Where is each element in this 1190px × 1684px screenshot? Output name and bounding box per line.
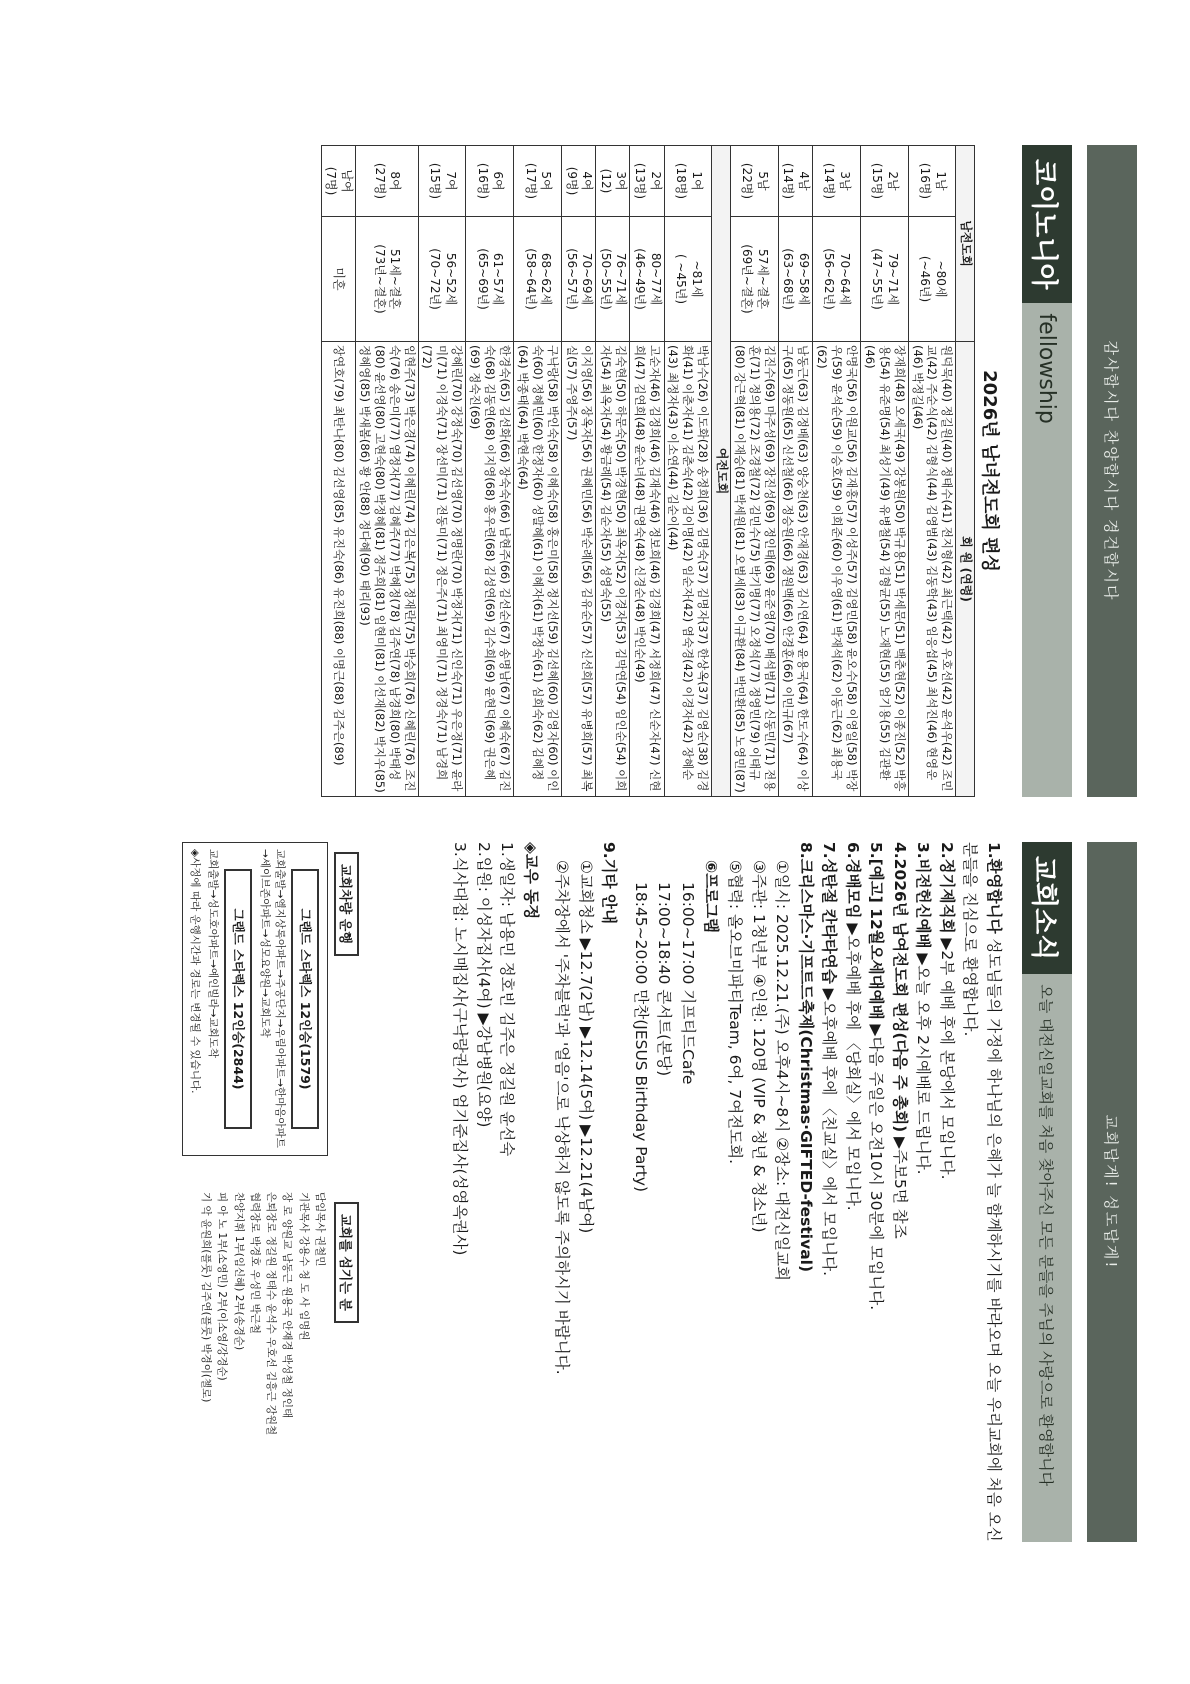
news-item-label: 7.성탄절 칸타타연습 [820,842,839,984]
group-name: 6여 (16명) [466,146,514,217]
news-item [793,842,817,1542]
staff-info [198,1192,365,1435]
bus-2-route: 교회출발→성도호아파트→예인빌라→교회도착 [207,849,220,1058]
news-item [864,842,888,1542]
news-item [887,842,911,1542]
women-groups [321,146,712,797]
staff-line: 담임목사 권철민 [314,1192,326,1267]
women-group-row [596,146,630,797]
group-members: 장연호(79) 최탄나(80) 김선영(85) 유진숙(86) 유진희(88) 이명근(88) 김주은(89) [321,342,355,797]
men-group-row [860,146,908,797]
news-item-text: ▶다음 주일은 오전10시 30분에 모입니다. [867,1019,886,1311]
roster-title: 2026년 남녀전도회 편성 [979,370,1000,572]
group-members: 안명국(56) 이원교(56) 김재홍(57) 이성주(57) 김영민(58) 윤오수(58) 이영일(58) 박장우(59) 윤석순(59) 이승호(59) 이희준(60) 이우영(61) 박재석(62) 이동근(62) 최용국(62) [812,342,860,797]
roster-table [321,145,975,797]
group-name: 2여 (13명) [630,146,664,217]
staff-line: 피 아 노 1부(소영민) 2부(이소영/강경순) [216,1192,229,1381]
member-news-line: 3.식사대접: 노시매집사(구낙랑권사) 엄기준집사(성영옥권사) [450,842,469,1256]
group-name: 8여 (27명) [355,146,418,217]
news-title: 교회소식 [1022,842,1072,974]
group-members: 김진수(69) 마주성(69) 장진성(69) 정인태(69) 윤준영(70) 배석범(71) 신동민(71) 전용훈(71) 정의용(72) 조경철(72) 김민수(75) 박기명(77) 오정석(77) 정영민(79) 이태규(80) 강근혁(81) 이재승(81) 박세원(81) 오범세(83) 이규환(84) 박민환(85) 노영민(87) [730,342,778,797]
news-body [447,842,1005,1542]
staff-heading: 교회를 섬기는 분 [334,1202,359,1323]
women-group-row [418,146,466,797]
staff-list [198,1192,328,1435]
staff-line: 기 악 윤원희(플룻) 김주연(플룻) 박경이(첼로) [200,1192,213,1403]
group-members: 남동근(63) 김정배(63) 양승천(63) 안재경(63) 김시연(64) 윤용국(64) 한도수(64) 이상구(65) 정동원(65) 신선철(66) 정승원(66) 정원백(66) 안경훈(66) 이민규(67) [778,342,812,797]
group-name: 5남 (22명) [730,146,778,217]
group-age: 80~77세 (46~49년) [630,217,664,342]
bus-2-label: 그랜드 스타렉스 12인승(2844) [224,869,252,1129]
group-members: 구낙랑(58) 박인숙(58) 이혜숙(58) 홍은미(58) 정지선(59) 김선혜(60) 김영자(60) 이인숙(60) 정혜민(60) 한정자(60) 성말혜(61) 이혜자(61) 박정숙(61) 심희숙(62) 김혜정(64) 박종태(64) 박현숙(64) [514,342,562,797]
news-item [934,842,958,1542]
staff-line: 찬양지휘 1부(임신혜) 2부(송경순) [232,1192,245,1351]
bus-route-box [182,842,328,1156]
staff-line: 은퇴장로 정길원 정태수 윤석수 우호선 김흥근 강원철 [265,1192,278,1436]
top-banner-right: 교회답게! 성도답게! [1087,842,1137,1542]
group-age: 56~52세 (70~72년) [418,217,466,342]
staff-line: 기관목사 강용수 청 도 사 임명원 [297,1192,310,1341]
group-name: 1남 (16명) [908,146,956,217]
women-group-row [630,146,664,797]
news-subtitle: 오늘 대전신일교회를 처음 찾아주신 모든 분들을 주님의 사랑으로 환영합니다 [1022,974,1072,1542]
etc-line: ①교회청소 ▶12.7(2남) ▶12.14(5여) ▶12.21(4남여) [576,860,595,1234]
festival-line: ①일시: 2025.12.21.(주) 오후4시~8시 ②장소: 대전신일교회 [773,860,792,1282]
news-item-label: 5.[예고] 12월오세대예배 [867,842,886,1020]
group-age: 68~62세 (58~64년) [514,217,562,342]
group-age: 69~58세 (63~68년) [778,217,812,342]
bus-1-route: 교회출발→엘지상록아파트→주공단지→우림아파트→한마음아파트→세이브존아파트→성모요양원→교회도착 [258,849,286,1148]
group-name: 3여 (12) [596,146,630,217]
group-members: 장재희(48) 오세국(49) 강봉원(50) 박규용(51) 박세문(51) 백춘현(52) 이종진(52) 박흥용(54) 유준명(54) 최성기(49) 유병철(54) 김형균(55) 노재현(55) 엄기용(55) 김관환(46) [860,342,908,797]
group-age: ~80세 (~46년) [908,217,956,342]
women-section-label: 여전도회 [712,146,731,797]
festival-line: ③주관: 1청년부 ④인원: 120명 (VIP & 청년 & 청소년) [749,860,768,1233]
fellowship-header [1022,145,1072,797]
top-banner-left: 감사합시다 찬양합시다 경건합시다 [1087,145,1137,797]
women-group-row [514,146,562,797]
news-item [840,842,864,1542]
women-group-row [562,146,596,797]
group-members: 원덕묵(40) 정길원(40) 정태수(41) 전지형(42) 최근택(42) 우호선(42) 윤석우(42) 조민교(42) 주순식(42) 김형식(44) 김영범(43) 김동학(43) 임응섭(45) 최석진(46) 현영운(46) 박정길(46) [908,342,956,797]
group-age: 61~57세 (65~69년) [466,217,514,342]
fellowship-title: 코이노니아 [1022,145,1072,303]
staff-line: 협력장로 박경호 우성민 박근철 [248,1192,261,1334]
group-age: 79~71세 (47~55년) [860,217,908,342]
program-line: 17:00~18:40 콘서트(본당) [655,882,674,1077]
group-members: 박남수(26) 이도화(28) 송정희(36) 김명숙(37) 김명자(37) 한상옥(37) 김영순(38) 김경화(41) 이춘자(41) 김춘숙(42) 김이명(42) 임순자(42) 염숙경(42) 이경자(42) 장혜순(43) 최정자(43) 이소연(44) 김순이(44) [664,342,712,797]
men-group-row [730,146,778,797]
program-label: ⑥프로그램 [702,860,721,934]
men-group-row [908,146,956,797]
group-age: 70~64세 (56~62년) [812,217,860,342]
news-item-label: 8.크리스마스·기프트드축제(Christmas·GIFTED-festival) [796,842,815,1273]
men-group-row [812,146,860,797]
group-name: 2남 (15명) [860,146,908,217]
news-item-label: 3.비전헌신예배 [914,842,933,949]
group-name: 4남 (14명) [778,146,812,217]
news-item-text: ▶오후예배 후에 〈친교실〉에서 모입니다. [820,983,839,1277]
group-name: 1여 (18명) [664,146,712,217]
group-members: 강혜린(70) 강정숙(70) 김선영(70) 정명란(70) 박정자(71) 신인숙(71) 우은정(71) 윤라미(71) 이경숙(71) 장선미(71) 전동미(71) 정은주(71) 최영미(71) 정경숙(71) 남경희(72) [418,342,466,797]
bus-1-label: 그랜드 스타렉스 12인승(1579) [291,869,319,1129]
member-news-line: 1.생일자: 남용민 정호빈 김주은 정길원 윤선숙 [498,842,517,1157]
men-group-row [778,146,812,797]
group-age: 51세~결혼 (73년~결혼) [355,217,418,342]
news-item-label: 2.정기제직회 [937,842,956,934]
bus-heading: 교회차량 운행 [334,852,359,956]
women-group-row [466,146,514,797]
bus-note: ◈사정에 따라 운행시간과 경로는 변경될 수 있습니다. [189,849,202,1094]
member-news-line: 2.입원: 이성자집사(4여) ▶강남병원(요양) [474,842,493,1128]
roster-header-members: 회 원 (연령) [956,342,975,797]
staff-line: 장 로 양원교 남동근 원용국 안재경 박성철 정인태 [281,1192,294,1419]
group-age: 76~71세 (50~55년) [596,217,630,342]
news-item [958,842,1005,1542]
festival-line: ⑤협력: 올오브미파티Team, 6여, 7여전도회. [725,860,744,1165]
news-item-label: 6.경배모임 [843,842,862,919]
news-item-text: 성도님들의 가정에 하나님의 은혜가 늘 함께하시기를 바라오며 오늘 우리교회에 처음 오신 분들을 진심으로 환영합니다. [961,842,1003,1542]
news-header [1022,842,1072,1542]
group-members: 이지영(56) 장옥자(56) 권혜민(56) 박순례(56) 김유순(57) 신선희(57) 유병희(57) 최복실(57) 주영주(57) [562,342,596,797]
group-members: 한경숙(65) 김선화(66) 장숙숙(66) 남현주(66) 김선순(67) 송명남(67) 이혜숙(67) 김진숙(68) 김동연(68) 이지영(68) 홍우련(68) 김성연(69) 김수희(69) 윤현덕(69) 권은혜(69) 정숙진(69) [466,342,514,797]
group-members: 김숙현(50) 하문숙(50) 박경현(50) 최옥자(52) 이경자(53) 김막연(54) 임인순(54) 이희자(54) 최옥자(54) 황금례(54) 김순자(55) 성영숙(55) [596,342,630,797]
program-line: 16:00~17:00 기프티드Cafe [678,882,697,1085]
church-news-column [0,842,1190,1684]
roster-header-group: 남전도회 [956,146,975,342]
men-groups [730,146,955,797]
etc-label: 9.기타 안내 [600,842,619,924]
news-item-text: ▶오늘 오후 2시예배로 드립니다. [914,948,933,1175]
program-line: 18:45~20:00 만찬(JESUS Birthday Party) [631,882,650,1193]
group-age: 57세~결혼 (69년~결혼) [730,217,778,342]
news-item-text: ▶2부 예배 후에 본당에서 모입니다. [937,933,956,1180]
bus-info [182,842,365,1156]
news-item [911,842,935,1542]
group-name: 5여 (17명) [514,146,562,217]
fellowship-subtitle: fellowship [1022,303,1072,797]
women-group-row [355,146,418,797]
etc-line: ②주차장에서 '주차블럭'과 '얼음'으로 낙상하지 않도록 주의하시기 바랍니다. [553,860,572,1375]
group-age: ~81세 ( ~45년) [664,217,712,342]
group-age: 70~69세 (56~57년) [562,217,596,342]
group-name: 남여 (7명) [321,146,355,217]
group-age: 미혼 [321,217,355,342]
group-name: 3남 (14명) [812,146,860,217]
news-item-text: ▶오후예배 후에 〈당회실〉에서 모입니다. [843,918,862,1211]
group-name: 4여 (9명) [562,146,596,217]
member-news-label: ◈교우 동정 [521,842,540,920]
news-item-text: ▶주보5면 참조 [890,1132,909,1239]
women-group-row [664,146,712,797]
news-item-label: 1.환영합니다 [985,842,1003,934]
group-name: 7여 (15명) [418,146,466,217]
group-members: 임현주(73) 박은경(74) 이혜린(74) 김은복(75) 정재란(75) 박승희(76) 신혜린(76) 조진숙(76) 송은미(77) 염정자(77) 김혜주(77) 박혜정(78) 김주연(78) 남경희(80) 박태성(80) 윤선영(80) 고현숙(80) 박정혜(81) 정주희(81) 임현미(81) 이선재(82) 박지우(85) 정혜영(85) 박새봄(86) 황 안(88) 정다혜(90) 태리(93) [355,342,418,797]
news-item-label: 4.2026년 남여전도회 편성(다음 주 총회) [890,842,909,1133]
group-members: 고순자(46) 김정희(46) 김재숙(46) 정보희(46) 김경희(47) 서정희(47) 신순자(47) 신현희(47) 김연희(48) 윤순녀(48) 권영숙(48) 신경순(48) 박인순(49) [630,342,664,797]
women-group-row [321,146,355,797]
news-item [817,842,841,1542]
